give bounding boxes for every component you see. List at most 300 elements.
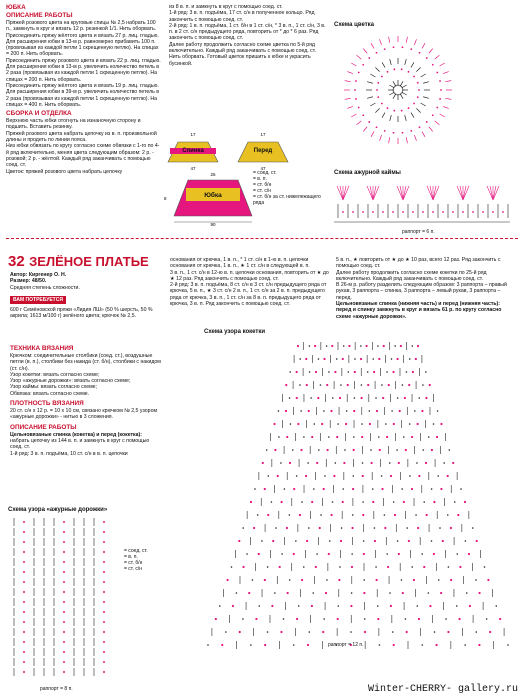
chain-mark — [258, 553, 260, 555]
dot-mark — [298, 605, 300, 607]
dot-mark — [309, 345, 311, 347]
chain-mark — [306, 384, 308, 386]
chain-mark — [360, 358, 362, 360]
chain-mark — [439, 80, 441, 82]
dot-mark — [354, 397, 356, 399]
dot-mark — [344, 449, 346, 451]
fan-stitch — [490, 186, 493, 200]
chain-mark — [400, 345, 402, 347]
stitch-mark — [345, 81, 351, 82]
chain-mark — [331, 514, 333, 516]
chain-mark — [343, 462, 345, 464]
dot-mark — [465, 540, 467, 542]
stitch-mark — [429, 127, 433, 132]
chain-mark — [417, 96, 419, 98]
chain-mark — [393, 110, 395, 112]
chain-mark — [405, 449, 407, 451]
chain-mark — [382, 397, 384, 399]
fan-stitch — [340, 186, 343, 200]
dot-mark — [352, 475, 354, 477]
chain-mark — [478, 644, 480, 646]
dot-mark — [386, 553, 388, 555]
chain-mark — [418, 89, 420, 91]
stitch-mark — [389, 37, 390, 43]
chain-mark — [417, 82, 419, 84]
dot-mark — [411, 566, 413, 568]
chain-mark — [23, 521, 25, 523]
stitch-mark — [406, 37, 407, 43]
dot-mark — [284, 488, 286, 490]
chain-mark — [311, 436, 313, 438]
legend-item: = ст. б/н за ст. нижележащего ряда — [253, 194, 321, 206]
dot-mark — [337, 423, 339, 425]
chain-mark — [103, 581, 105, 583]
dim-label: 17 — [260, 132, 266, 137]
chain-mark — [307, 644, 309, 646]
chain-mark — [289, 462, 291, 464]
yoke-repeat-label: раппорт = 12 п. — [328, 642, 364, 648]
chain-mark — [232, 605, 234, 607]
dot-mark — [360, 345, 362, 347]
dot-mark — [351, 553, 353, 555]
chain-mark — [399, 410, 401, 412]
dot-mark — [381, 384, 383, 386]
chain-mark — [364, 631, 366, 633]
chain-mark — [369, 423, 371, 425]
chain-mark — [352, 488, 354, 490]
paragraph: Далее работу продолжить согласно схеме кокетки по 25-й ряд включительно. Каждый ряд заканчивать с помощью соед. ст. — [336, 269, 487, 282]
dot-mark — [421, 644, 423, 646]
density-title: ПЛОТНОСТЬ ВЯЗАНИЯ — [10, 400, 84, 408]
stitch-mark — [445, 81, 451, 82]
dot-mark — [486, 618, 488, 620]
dot-mark — [403, 436, 405, 438]
dot-mark — [472, 527, 474, 529]
chain-mark — [103, 671, 105, 673]
chain-mark — [436, 107, 438, 109]
work-text: набрать цепочку из 144 в. п. и замкнуть в круг с помощью соед. ст. — [10, 437, 150, 451]
dot-mark — [361, 423, 363, 425]
dot-mark — [318, 358, 320, 360]
author: Автор: Киргенер О. Н. — [10, 272, 67, 278]
chain-mark — [63, 531, 65, 533]
stitch-mark — [375, 108, 379, 112]
chain-mark — [363, 592, 365, 594]
chain-mark — [296, 371, 298, 373]
chain-mark — [426, 514, 428, 516]
chain-mark — [417, 527, 419, 529]
chain-mark — [417, 345, 419, 347]
chain-mark — [426, 57, 428, 59]
chain-mark — [280, 631, 282, 633]
chain-mark — [408, 384, 410, 386]
dot-mark — [396, 449, 398, 451]
dot-mark — [254, 488, 256, 490]
chain-mark — [396, 358, 398, 360]
chain-mark — [323, 358, 325, 360]
dot-mark — [422, 384, 424, 386]
fan-stitch — [403, 186, 409, 200]
chain-mark — [279, 566, 281, 568]
dot-mark — [386, 371, 388, 373]
fan-stitch — [433, 186, 439, 200]
chain-mark — [413, 579, 415, 581]
dot-mark — [431, 488, 433, 490]
fan-stitch — [373, 186, 379, 200]
chain-mark — [311, 501, 313, 503]
chain-mark — [63, 641, 65, 643]
chain-mark — [274, 449, 276, 451]
chain-mark — [63, 591, 65, 593]
dot-mark — [242, 618, 244, 620]
dot-mark — [439, 527, 441, 529]
back-label: Спинка — [182, 148, 204, 154]
dot-mark — [369, 410, 371, 412]
dot-mark — [421, 553, 423, 555]
dot-mark — [219, 605, 221, 607]
dot-mark — [401, 579, 403, 581]
stitch-mark — [382, 113, 385, 118]
dim-label: 90 — [210, 222, 216, 227]
stitch-mark — [371, 132, 374, 137]
chain-mark — [377, 82, 379, 84]
paragraph: 1-й ряд: 3 в. п. подъёма, 17 ст. с/н в полученное кольцо. Ряд закончить с помощью соед. ст. — [169, 10, 315, 23]
dot-mark — [475, 579, 477, 581]
chain-mark — [314, 345, 316, 347]
chain-mark — [417, 423, 419, 425]
chain-mark — [419, 52, 421, 54]
chain-mark — [468, 553, 470, 555]
chain-mark — [440, 592, 442, 594]
chain-mark — [398, 553, 400, 555]
chain-mark — [361, 436, 363, 438]
dot-mark — [370, 449, 372, 451]
dot-mark — [416, 605, 418, 607]
chain-mark — [293, 488, 295, 490]
flower-center — [393, 85, 403, 95]
dot-mark — [351, 592, 353, 594]
chain-mark — [392, 371, 394, 373]
chain-mark — [376, 410, 378, 412]
dot-mark — [394, 345, 396, 347]
chain-mark — [383, 345, 385, 347]
dot-mark — [341, 527, 343, 529]
dot-mark — [449, 449, 451, 451]
tech-line: Узор каймы: вязать согласно схеме; — [10, 384, 97, 391]
chain-mark — [393, 423, 395, 425]
chain-mark — [63, 561, 65, 563]
chain-mark — [411, 436, 413, 438]
chain-mark — [436, 436, 438, 438]
flower-scheme — [338, 30, 458, 150]
dot-mark — [447, 514, 449, 516]
chain-mark — [372, 211, 374, 213]
stitch-mark — [389, 137, 390, 143]
chain-mark — [103, 541, 105, 543]
chain-mark — [362, 64, 364, 66]
dot-mark — [250, 644, 252, 646]
chain-mark — [464, 501, 466, 503]
chain-mark — [412, 371, 414, 373]
chain-mark — [368, 121, 370, 123]
fan-stitch — [343, 186, 349, 200]
stitch-mark — [347, 106, 353, 108]
dot-mark — [377, 345, 379, 347]
fan-stitch — [427, 186, 433, 200]
legend-top — [253, 170, 333, 206]
chain-mark — [315, 371, 317, 373]
path-scheme-title: Схема узора «ажурные дорожки» — [8, 507, 108, 513]
dot-mark — [309, 631, 311, 633]
fan-stitch — [367, 186, 373, 200]
chain-mark — [381, 488, 383, 490]
dot-mark — [385, 423, 387, 425]
chain-mark — [353, 410, 355, 412]
stitch-mark — [347, 72, 353, 74]
chain-mark — [439, 98, 441, 100]
chain-mark — [440, 423, 442, 425]
pattern-number: 32 — [8, 253, 25, 270]
paragraph: Пряжей розового цвета набрать цепочку из в. п. произвольной длины и продеть по линии пояса. — [6, 130, 157, 144]
stitch-mark — [435, 121, 440, 125]
chain-mark — [372, 501, 374, 503]
dot-mark — [303, 566, 305, 568]
stitch-mark — [351, 63, 356, 66]
chain-mark — [297, 423, 299, 425]
border-repeat-label: раппорт = 6 п. — [402, 229, 435, 235]
chain-mark — [429, 384, 431, 386]
dot-mark — [372, 358, 374, 360]
chain-mark — [23, 561, 25, 563]
dot-mark — [295, 540, 297, 542]
dot-mark — [367, 371, 369, 373]
dot-mark — [332, 397, 334, 399]
chain-mark — [63, 631, 65, 633]
paragraph: Цельновязаные спинка (нижняя часть) и перед (нижняя часть): перед и спинку замкнуть в круг и вязать 61 р. по кругу согласно схеме «ажурные дорожки». — [336, 301, 502, 320]
chain-mark — [273, 423, 275, 425]
paragraph: 3 в. п., 1 ст. с/н в 12-ю в. п. цепочки основания, повторить от ★ до ★ 12 раз. Ряд закончить с помощью соед. ст. — [170, 269, 329, 282]
chain-mark — [330, 410, 332, 412]
stitch-mark — [382, 62, 385, 67]
dress-header — [8, 253, 149, 271]
chain-mark — [342, 501, 344, 503]
chain-mark — [362, 114, 364, 116]
chain-mark — [281, 501, 283, 503]
legend-item: = ст. б/н — [253, 182, 272, 188]
dot-mark — [337, 605, 339, 607]
dot-mark — [353, 436, 355, 438]
chain-mark — [23, 531, 25, 533]
dot-mark — [290, 423, 292, 425]
stitch-mark — [345, 98, 351, 99]
chain-mark — [319, 527, 321, 529]
dot-mark — [300, 410, 302, 412]
chain-mark — [305, 358, 307, 360]
dot-mark — [363, 579, 365, 581]
dot-mark — [464, 644, 466, 646]
dot-mark — [289, 397, 291, 399]
dot-mark — [267, 631, 269, 633]
dot-mark — [391, 410, 393, 412]
dot-mark — [425, 371, 427, 373]
chain-mark — [390, 605, 392, 607]
chain-mark — [421, 410, 423, 412]
chain-mark — [432, 64, 434, 66]
stitch-mark — [351, 114, 356, 117]
chain-mark — [450, 527, 452, 529]
chain-mark — [296, 397, 298, 399]
chain-mark — [348, 345, 350, 347]
dot-mark — [326, 345, 328, 347]
paragraph: Цветок: пряжей розового цвета набрать цепочку — [6, 168, 123, 175]
paragraph: основания от крючка, 1 в. п., * 1 ст. с/н в 1-ю в. п. цепочки основания от крючка, 1 в. п., ★ 1 ст. с/н в следующей в. п. — [170, 257, 310, 270]
tech-line: Обвязка: вязать согласно схеме. — [10, 390, 90, 397]
stitch-mark — [357, 121, 362, 125]
chain-mark — [431, 449, 433, 451]
dot-mark — [336, 358, 338, 360]
fan-stitch — [430, 186, 433, 200]
chain-mark — [103, 651, 105, 653]
legend-item: = соед. ст. — [124, 548, 148, 554]
chain-mark — [447, 475, 449, 477]
chain-mark — [423, 566, 425, 568]
dot-mark — [362, 462, 364, 464]
chain-mark — [264, 579, 266, 581]
chain-mark — [487, 579, 489, 581]
chain-mark — [63, 551, 65, 553]
chain-mark — [415, 358, 417, 360]
dot-mark — [409, 358, 411, 360]
chain-mark — [255, 618, 257, 620]
paragraph: Пряжей розового цвета на круговые спицы № 2,5 набрать 100 п., замкнуть в круг и вязать 12 р. резинкой 1/1. Нить оборвать. — [6, 20, 157, 33]
chain-mark — [371, 462, 373, 464]
chain-mark — [355, 80, 357, 82]
chain-mark — [402, 592, 404, 594]
fan-stitch — [403, 186, 406, 200]
dot-mark — [348, 371, 350, 373]
chain-mark — [339, 397, 341, 399]
stitch-mark — [367, 97, 373, 99]
skirt-label: Юбка — [204, 192, 222, 199]
chain-mark — [442, 540, 444, 542]
stitch-mark — [363, 127, 367, 132]
chain-mark — [299, 514, 301, 516]
mid-col2 — [170, 257, 330, 307]
chain-mark — [413, 103, 415, 105]
stitch-mark — [380, 135, 382, 141]
dot-mark — [266, 449, 268, 451]
dot-mark — [401, 488, 403, 490]
legend-item: = ст. с/н — [124, 566, 142, 572]
chain-mark — [287, 592, 289, 594]
dot-mark — [328, 436, 330, 438]
dot-mark — [299, 358, 301, 360]
dot-mark — [377, 605, 379, 607]
chain-mark — [103, 621, 105, 623]
chain-mark — [482, 211, 484, 213]
chain-mark — [440, 488, 442, 490]
stitch-mark — [370, 103, 375, 106]
fan-stitch — [493, 186, 496, 200]
dot-mark — [438, 579, 440, 581]
chain-mark — [342, 358, 344, 360]
stitch-mark — [422, 132, 425, 137]
chain-mark — [436, 72, 438, 74]
fan-stitch — [400, 186, 403, 200]
chain-mark — [433, 553, 435, 555]
chain-mark — [377, 618, 379, 620]
paragraph: из 8 в. п. и замкнуть в круг с помощью соед. ст. — [169, 4, 283, 10]
chain-mark — [23, 651, 25, 653]
dot-mark — [343, 345, 345, 347]
dot-mark — [456, 605, 458, 607]
chain-mark — [432, 114, 434, 116]
chain-mark — [354, 89, 356, 91]
stitch-mark — [416, 108, 420, 112]
chain-mark — [250, 501, 252, 503]
mid-col3 — [336, 257, 514, 320]
chain-mark — [362, 514, 364, 516]
dot-mark — [379, 644, 381, 646]
difficulty: Средняя степень сложности. — [10, 284, 80, 291]
paragraph: 5 в. п., ★ повторить от ★ до ★ 10 раз, всего 12 раз. Ряд закончить с помощью соед. ст. — [336, 257, 501, 270]
dot-mark — [416, 462, 418, 464]
chain-mark — [368, 57, 370, 59]
chain-mark — [63, 571, 65, 573]
chain-mark — [392, 211, 394, 213]
tech-line: Узор кокетки: вязать согласно схеме; — [10, 371, 100, 378]
dim-label: 17 — [190, 132, 196, 137]
chain-mark — [352, 211, 354, 213]
fan-stitch — [433, 186, 436, 200]
tech-line: Крючком: соединительные столбики (соед. ст.), воздушные петли (в. п.), столбики без накида (ст. б/н), столбики с накидом (ст. с/н). — [10, 353, 161, 372]
dot-mark — [280, 462, 282, 464]
chain-mark — [345, 423, 347, 425]
dot-mark — [363, 540, 365, 542]
dot-mark — [310, 397, 312, 399]
chain-mark — [440, 89, 442, 91]
dot-mark — [428, 436, 430, 438]
dot-mark — [433, 423, 435, 425]
chain-mark — [429, 605, 431, 607]
chain-mark — [458, 618, 460, 620]
dot-mark — [281, 553, 283, 555]
yoke-scheme — [200, 338, 516, 668]
chain-mark — [253, 527, 255, 529]
tech-title: ТЕХНИКА ВЯЗАНИЯ — [10, 345, 74, 352]
dot-mark — [443, 462, 445, 464]
chain-mark — [301, 579, 303, 581]
chain-mark — [382, 211, 384, 213]
chain-mark — [103, 631, 105, 633]
fan-stitch — [370, 186, 373, 200]
dot-mark — [411, 345, 413, 347]
chain-mark — [459, 566, 461, 568]
stitch-mark — [363, 49, 367, 54]
dot-mark — [329, 540, 331, 542]
dot-mark — [362, 501, 364, 503]
stitch-mark — [440, 63, 445, 66]
dot-mark — [434, 631, 436, 633]
stitch-mark — [405, 59, 407, 65]
chain-mark — [333, 475, 335, 477]
chain-mark — [435, 644, 437, 646]
chain-mark — [472, 211, 474, 213]
dot-mark — [308, 527, 310, 529]
dot-mark — [320, 384, 322, 386]
dot-mark — [339, 566, 341, 568]
chain-mark — [23, 671, 25, 673]
